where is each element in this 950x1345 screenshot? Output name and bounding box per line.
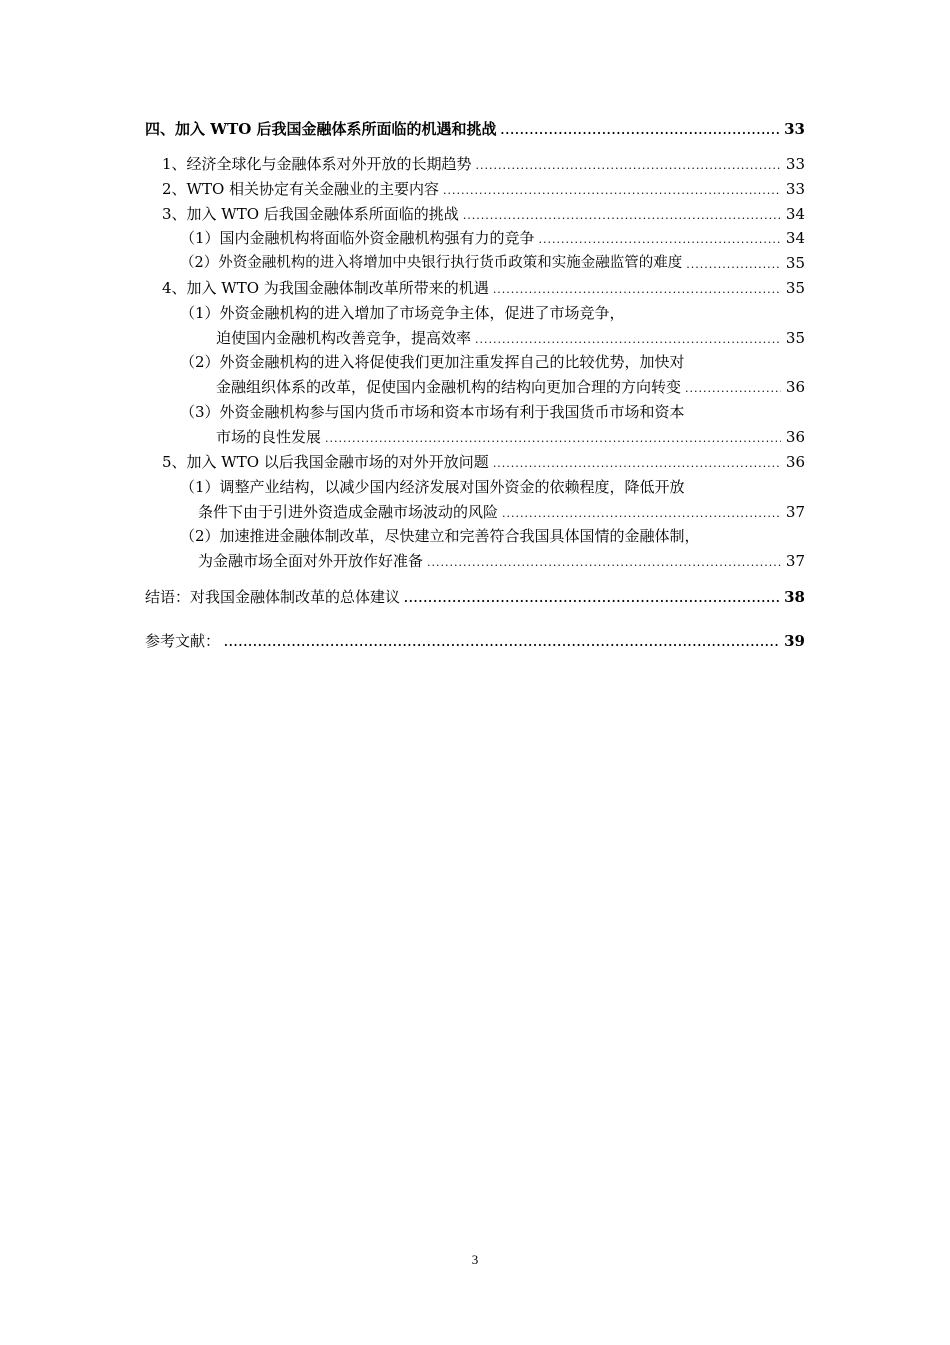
toc-entry-section-5[interactable] [162,452,805,472]
leader-dots [502,506,781,522]
toc-entry-title: 结语：对我国金融体制改革的总体建议 [145,588,401,606]
toc-entry-section-1[interactable] [162,154,805,174]
toc-entry-section-4-3-line1[interactable]: （3）外资金融机构参与国内货币市场和资本市场有利于我国货币市场和资本 [180,403,685,421]
toc-entry-title: 四、加入 WTO 后我国金融体系所面临的机遇和挑战 [145,120,497,138]
leader-dots [686,257,781,273]
leader-dots [539,232,781,248]
toc-entry-section-4-2[interactable] [216,377,805,397]
leader-dots [427,555,781,571]
toc-entry-section-5-2-line1[interactable]: （2）加速推进金融体制改革，尽快建立和完善符合我国具体国情的金融体制， [180,527,700,545]
toc-entry-page: 38 [784,588,805,606]
toc-entry-section-4[interactable] [162,278,805,298]
toc-entry-page: 36 [785,453,805,471]
toc-entry-title: 迫使国内金融机构改善竞争，提高效率 [216,329,472,347]
toc-entry-section-4-1-line1[interactable]: （1）外资金融机构的进入增加了市场竞争主体，促进了市场竞争， [180,304,625,322]
leader-dots [475,332,781,348]
toc-entry-title: （2）外资金融机构的进入将增加中央银行执行货币政策和实施金融监管的难度 [180,255,683,271]
leader-dots [443,183,781,199]
leader-dots [463,208,781,224]
toc-entry-title: 3、加入 WTO 后我国金融体系所面临的挑战 [162,205,459,223]
toc-entry-page: 37 [785,503,805,521]
leader-dots [404,591,780,607]
leader-dots [685,381,781,397]
leader-dots [501,123,781,139]
toc-entry-page: 34 [785,229,805,247]
toc-entry-title: 金融组织体系的改革，促使国内金融机构的结构向更加合理的方向转变 [216,378,682,396]
toc-entry-section-5-2[interactable] [198,551,805,571]
toc-entry-conclusion[interactable] [145,587,805,607]
toc-entry-section-4-3[interactable] [216,427,805,447]
toc-entry-page: 33 [785,180,805,198]
toc-entry-title: 为金融市场全面对外开放作好准备 [198,552,424,570]
leader-dots [325,431,781,447]
toc-entry-page: 35 [785,329,805,347]
toc-entry-page: 35 [785,254,805,272]
toc-entry-page: 35 [785,279,805,297]
page-number: 3 [471,1252,479,1267]
toc-entry-title: 2、WTO 相关协定有关金融业的主要内容 [162,180,440,198]
toc-entry-section-3[interactable] [162,204,805,224]
toc-entry-section-5-1[interactable] [198,502,805,522]
toc-entry-section-4-2-line1[interactable]: （2）外资金融机构的进入将促使我们更加注重发挥自己的比较优势，加快对 [180,353,685,371]
toc-entry-chapter-4[interactable] [145,119,805,139]
toc-entry-section-4-1[interactable] [216,328,805,348]
leader-dots [476,158,781,174]
toc-entry-page: 37 [785,552,805,570]
toc-entry-page: 36 [785,428,805,446]
toc-entry-references[interactable] [145,631,805,651]
toc-entry-page: 33 [784,120,805,138]
toc-entry-title: 1、经济全球化与金融体系对外开放的长期趋势 [162,155,472,173]
toc-entry-title: 参考文献： [145,632,221,650]
toc-entry-title: 条件下由于引进外资造成金融市场波动的风险 [198,503,499,521]
toc-entry-page: 39 [784,632,805,650]
leader-dots [224,635,780,651]
toc-entry-section-3-1[interactable] [180,228,805,248]
toc-entry-title: （1）国内金融机构将面临外资金融机构强有力的竞争 [180,229,535,247]
toc-entry-page: 33 [785,155,805,173]
leader-dots [493,282,781,298]
toc-entry-title: 4、加入 WTO 为我国金融体制改革所带来的机遇 [162,279,489,297]
toc-entry-page: 34 [785,205,805,223]
toc-entry-section-2[interactable] [162,179,805,199]
toc-entry-title: 市场的良性发展 [216,428,322,446]
toc-entry-section-5-1-line1[interactable]: （1）调整产业结构，以减少国内经济发展对国外资金的依赖程度，降低开放 [180,478,685,496]
toc-entry-section-3-2[interactable] [180,253,805,273]
leader-dots [493,456,781,472]
toc-entry-page: 36 [785,378,805,396]
toc-entry-title: 5、加入 WTO 以后我国金融市场的对外开放问题 [162,453,489,471]
